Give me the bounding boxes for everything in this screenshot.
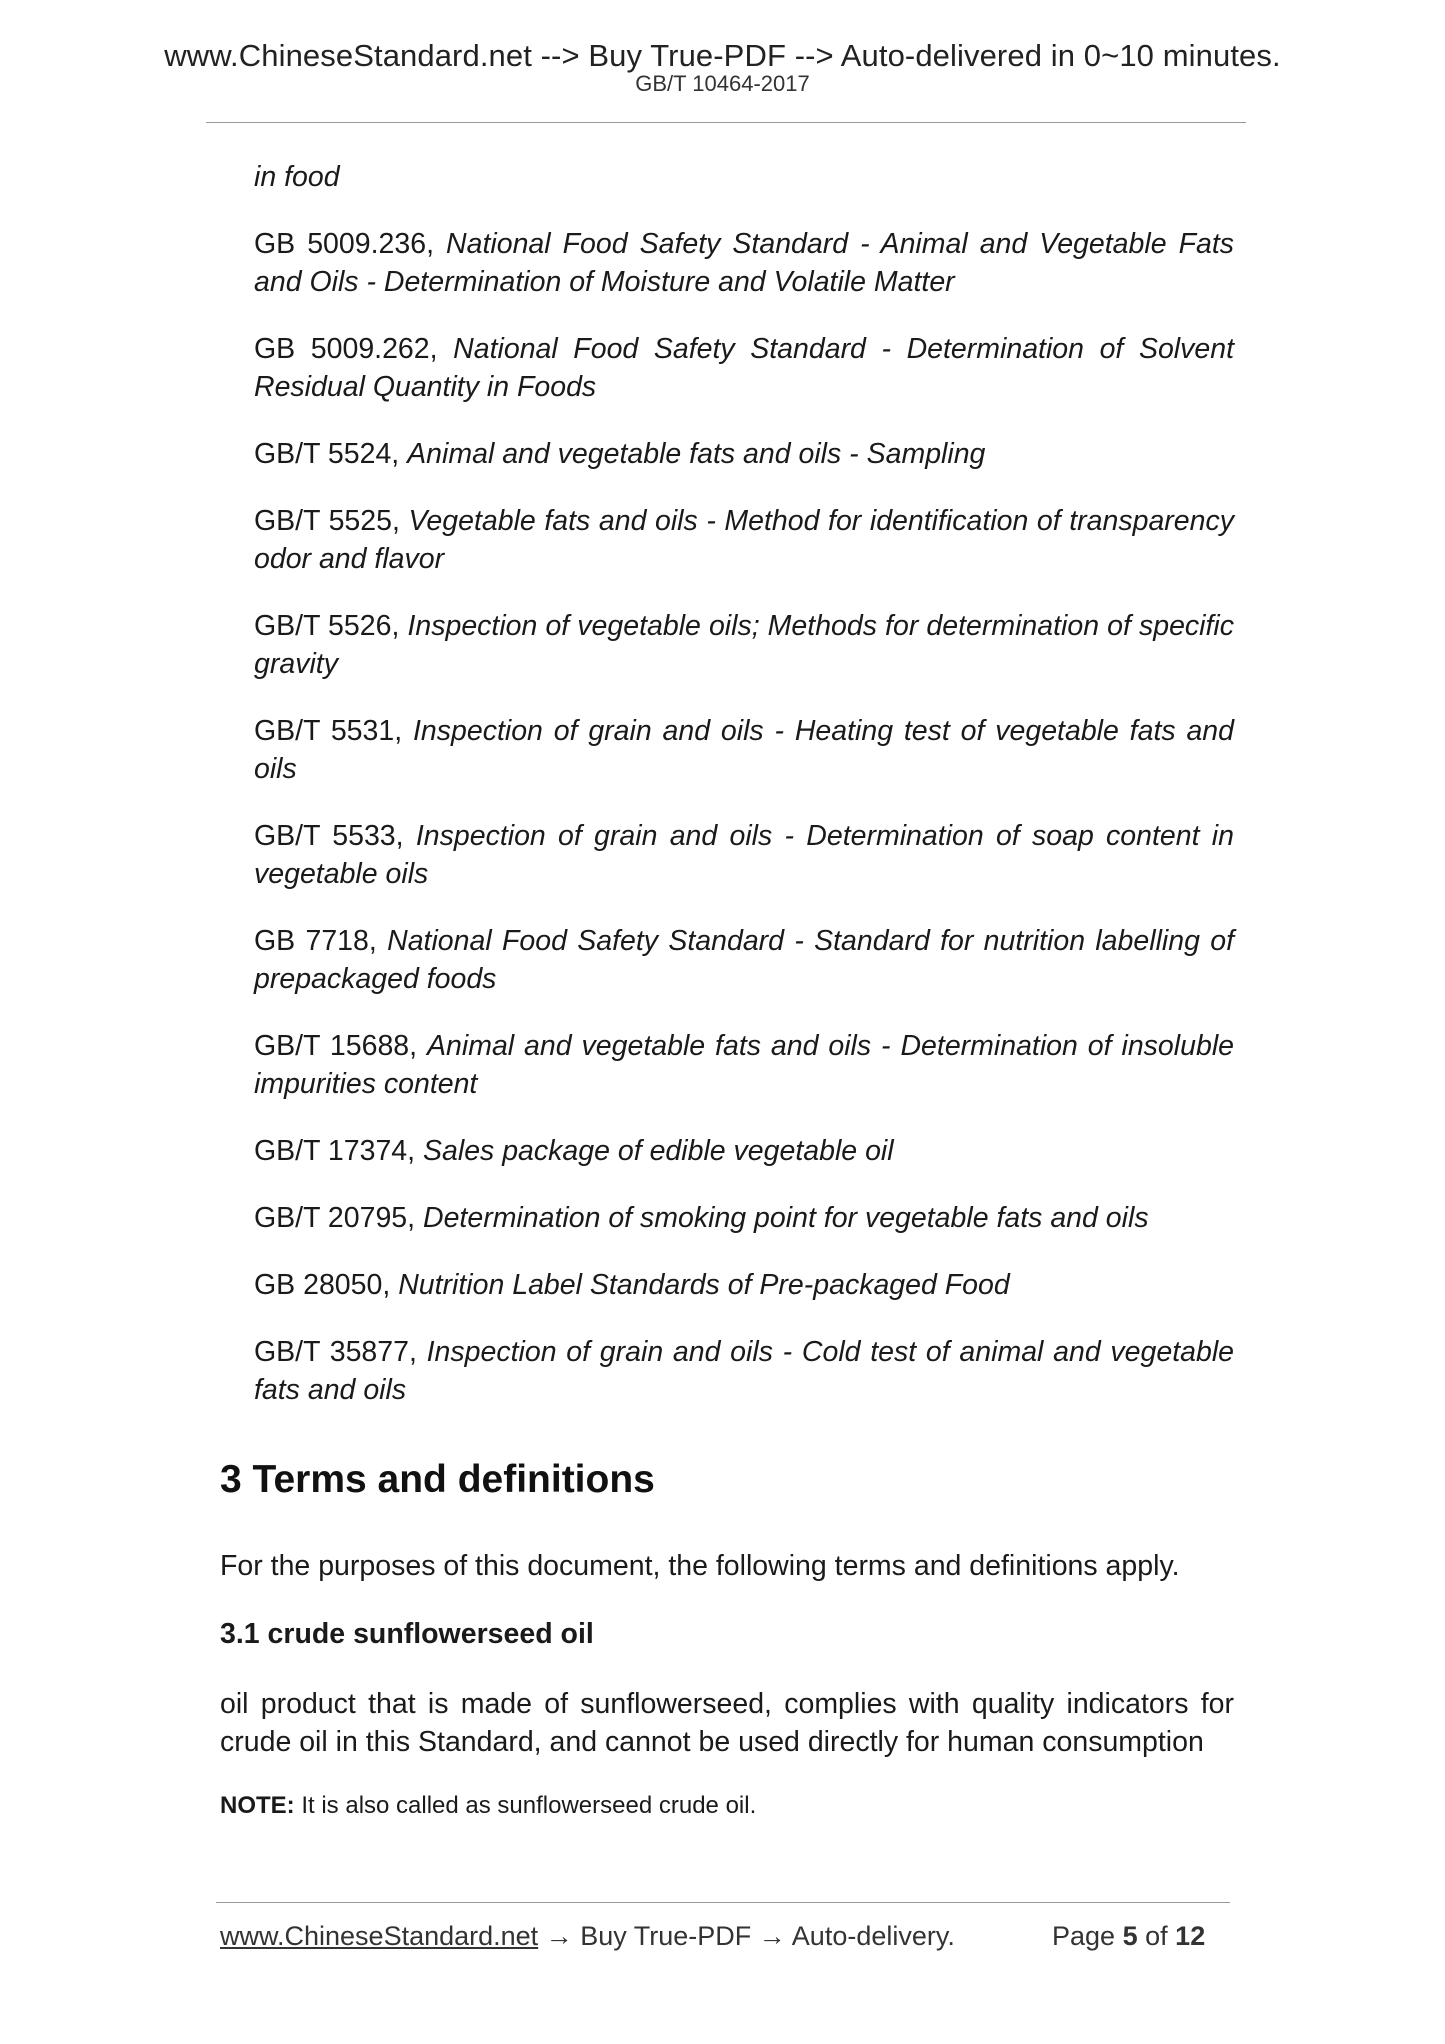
- reference-code: GB/T 5524,: [254, 438, 400, 470]
- reference-item: [254, 1132, 1234, 1170]
- reference-title: Determination of smoking point for vegetable fats and oils: [423, 1202, 1149, 1234]
- normative-references-list: [254, 158, 1234, 1438]
- reference-code: GB 7718,: [254, 925, 377, 957]
- reference-code: GB 5009.262,: [254, 333, 438, 365]
- reference-item: [254, 1266, 1234, 1304]
- reference-code: GB/T 17374,: [254, 1135, 416, 1167]
- page-of-label: of: [1145, 1921, 1168, 1951]
- page-number: [1052, 1921, 1205, 1952]
- reference-item: [254, 712, 1234, 788]
- header-banner: www.ChineseStandard.net --> Buy True-PDF --> Auto-delivered in 0~10 minutes.: [164, 38, 1281, 73]
- page-total: 12: [1175, 1921, 1206, 1951]
- reference-code: GB/T 5525,: [254, 505, 400, 537]
- reference-code: GB 28050,: [254, 1269, 391, 1301]
- document-id: GB/T 10464-2017: [635, 71, 810, 96]
- reference-item: [254, 1027, 1234, 1103]
- reference-code: GB/T 5533,: [254, 820, 404, 852]
- reference-item: [254, 330, 1234, 406]
- term-heading: 3.1 crude sunflowerseed oil: [220, 1618, 594, 1650]
- reference-item: [254, 1199, 1234, 1237]
- arrow-right-icon: →: [545, 1921, 573, 1951]
- reference-item: [254, 817, 1234, 893]
- footer-divider: [216, 1902, 1230, 1903]
- reference-item: [254, 607, 1234, 683]
- reference-code: GB/T 5526,: [254, 610, 400, 642]
- reference-title: Vegetable fats and oils - Method for identification of transparency odor and flavor: [254, 505, 1234, 575]
- reference-title: Inspection of grain and oils - Determination of soap content in vegetable oils: [254, 820, 1234, 890]
- reference-title: Sales package of edible vegetable oil: [423, 1135, 894, 1167]
- reference-code: GB/T 35877,: [254, 1336, 417, 1368]
- reference-title: Nutrition Label Standards of Pre-packaged Food: [398, 1269, 1010, 1301]
- footer-delivery-text: Auto-delivery.: [791, 1921, 955, 1951]
- reference-code: GB 5009.236,: [254, 228, 434, 260]
- reference-item: [254, 502, 1234, 578]
- reference-title: National Food Safety Standard - Animal and Vegetable Fats and Oils - Determination of Moisture and Volatile Matter: [254, 228, 1235, 298]
- footer-site-link[interactable]: www.ChineseStandard.net: [220, 1921, 539, 1951]
- page-label: Page: [1052, 1921, 1116, 1951]
- header-divider: [206, 122, 1246, 123]
- section-intro: For the purposes of this document, the following terms and definitions apply.: [220, 1550, 1180, 1582]
- footer-links: [220, 1921, 955, 1952]
- term-definition: oil product that is made of sunflowerseed, complies with quality indicators for crude oil in this Standard, and cannot be used directly for human consumption: [220, 1688, 1234, 1758]
- page-current: 5: [1122, 1921, 1138, 1951]
- reference-title: National Food Safety Standard - Determination of Solvent Residual Quantity in Foods: [254, 333, 1235, 403]
- reference-title: Inspection of vegetable oils; Methods for determination of specific gravity: [254, 610, 1235, 680]
- note-label: NOTE:: [220, 1792, 295, 1819]
- section-heading: 3 Terms and definitions: [220, 1458, 655, 1501]
- reference-item: [254, 435, 1234, 473]
- note-text: It is also called as sunflowerseed crude oil.: [301, 1792, 757, 1819]
- reference-title: Animal and vegetable fats and oils - Determination of insoluble impurities content: [254, 1030, 1234, 1100]
- reference-code: GB/T 20795,: [254, 1202, 416, 1234]
- reference-title: Animal and vegetable fats and oils - Sampling: [407, 438, 986, 470]
- footer-buy-text: Buy True-PDF: [580, 1921, 752, 1951]
- reference-item: [254, 922, 1234, 998]
- reference-title: Inspection of grain and oils - Heating test of vegetable fats and oils: [254, 715, 1235, 785]
- reference-title: National Food Safety Standard - Standard for nutrition labelling of prepackaged foods: [254, 925, 1235, 995]
- reference-item: [254, 225, 1234, 301]
- reference-item: [254, 1333, 1234, 1409]
- arrow-right-icon: →: [758, 1921, 786, 1951]
- reference-title: Inspection of grain and oils - Cold test of animal and vegetable fats and oils: [254, 1336, 1235, 1406]
- reference-code: GB/T 15688,: [254, 1030, 418, 1062]
- reference-code: GB/T 5531,: [254, 715, 403, 747]
- reference-continuation: in food: [254, 161, 340, 193]
- note: [220, 1792, 756, 1820]
